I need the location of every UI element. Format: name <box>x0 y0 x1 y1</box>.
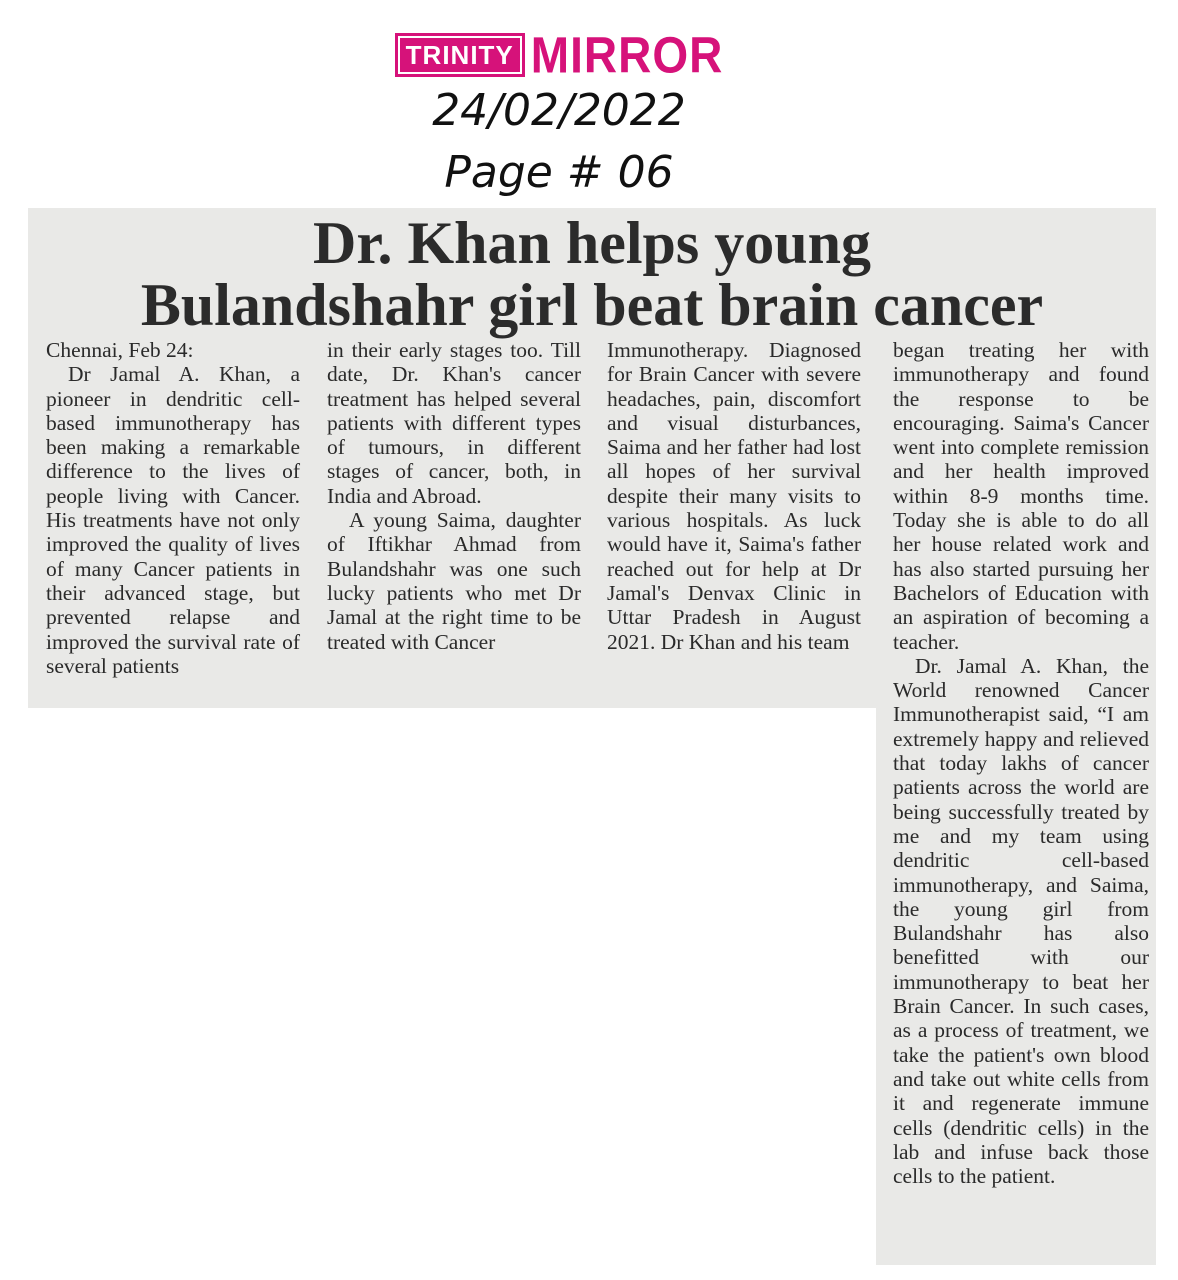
article-column-3 <box>607 338 861 654</box>
column-3-paragraph: Immunotherapy. Diagnosed for Brain Cancer with severe headaches, pain, discomfort and visual disturbances, Saima and her father had lost all hopes of her survival despite their many visits to various hospitals. As luck would have it, Saima's father reached out for help at Dr Jamal's Denvax Clinic in Uttar Pradesh in August 2021. Dr Khan and his team <box>607 338 861 654</box>
publication-date: 24/02/2022 <box>432 85 686 136</box>
headline-line-1: Dr. Khan helps young <box>313 210 871 276</box>
trinity-mirror-logo <box>395 26 724 84</box>
page-number: Page # 06 <box>444 147 674 198</box>
column-1-paragraph: Dr Jamal A. Khan, a pioneer in dendritic cell-based immunotherapy has been making a remarkable difference to the lives of people living with Cancer. His treatments have not only improved the quality of lives of many Cancer patients in their advanced stage, but prevented relapse and improved the survival rate of several patients <box>46 362 300 678</box>
masthead <box>0 26 1118 204</box>
article-column-1 <box>46 338 300 678</box>
column-2-paragraph-2: A young Saima, daughter of Iftikhar Ahmad from Bulandshahr was one such lucky patients who met Dr Jamal at the right time to be treated with Cancer <box>327 508 581 654</box>
column-2-paragraph-1: in their early stages too. Till date, Dr. Khan's cancer treatment has helped several patients with different types of tumours, in different stages of cancer, both, in India and Abroad. <box>327 338 581 508</box>
column-4-paragraph-1: began treating her with immunotherapy and found the response to be encouraging. Saima's Cancer went into complete remission and her health improved within 8-9 months time. Today she is able to do all her house related work and has also started pursuing her Bachelors of Education with an aspiration of becoming a teacher. <box>893 338 1149 654</box>
column-4-paragraph-2: Dr. Jamal A. Khan, the World renowned Cancer Immunotherapist said, “I am extremely happy and relieved that today lakhs of cancer patients across the world are being successfully treated by me and my team using dendritic cell-based immunotherapy, and Saima, the young girl from Bulandshahr has also benefitted with our immunotherapy to beat her Brain Cancer. In such cases, as a process of treatment, we take the patient's own blood and take out white cells from it and regenerate immune cells (dendritic cells) in the lab and infuse back those cells to the patient. <box>893 653 1149 1189</box>
article-column-2 <box>327 338 581 654</box>
article-column-4 <box>893 338 1149 1188</box>
article-headline <box>28 212 1156 336</box>
logo-word-mirror: MIRROR <box>530 26 724 84</box>
headline-line-2: Bulandshahr girl beat brain cancer <box>140 272 1044 338</box>
dateline: Chennai, Feb 24: <box>46 338 194 362</box>
logo-box-trinity: TRINITY <box>395 33 525 77</box>
